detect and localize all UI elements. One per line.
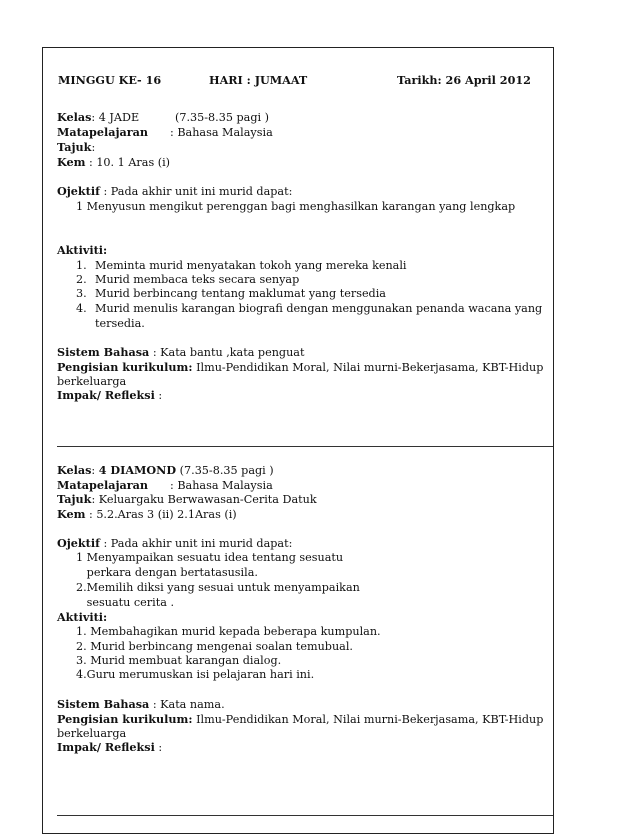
s1-akt-text-4-cont: tersedia.	[95, 317, 145, 330]
s1-pengisian	[57, 360, 543, 375]
tarikh-label: Tarikh: 26 April 2012	[397, 73, 531, 87]
s2-mp-label: Matapelajaran	[57, 478, 149, 492]
s2-impak	[57, 740, 162, 755]
s1-kem-label: Kem	[57, 155, 86, 169]
s2-obj-value: : Pada akhir unit ini murid dapat:	[99, 537, 293, 550]
s2-ir-label: Impak/ Refleksi	[57, 740, 155, 754]
s1-kem	[57, 155, 170, 170]
bottom-divider	[57, 815, 553, 816]
s2-akt-3: 3. Murid membuat karangan dialog.	[76, 654, 282, 667]
s2-kem	[57, 507, 237, 522]
s2-objektif	[57, 536, 292, 551]
s2-obj-line-1: 1 Menyampaikan sesuatu idea tentang sesuatu	[76, 551, 344, 564]
s1-akt-num-1: 1.	[76, 259, 87, 272]
s1-mp-label: Matapelajaran	[57, 125, 149, 139]
s1-kelas	[57, 110, 139, 125]
s2-obj-line-3: 2.Memilih diksi yang sesuai untuk menyampaikan	[76, 581, 360, 594]
s2-kelas-name: 4 DIAMOND	[98, 463, 177, 477]
s2-sb-label: Sistem Bahasa	[57, 697, 150, 711]
s1-kem-value: : 10. 1 Aras (i)	[85, 156, 171, 169]
s1-akt-num-4: 4.	[76, 302, 87, 315]
s1-akt-text-1: Meminta murid menyatakan tokoh yang mereka kenali	[95, 259, 407, 272]
s2-obj-line-2: perkara dengan bertatasusila.	[76, 566, 258, 579]
s1-obj-line1: 1 Menyusun mengikut perenggan bagi menghasilkan karangan yang lengkap	[76, 200, 516, 213]
s1-impak	[57, 388, 162, 403]
s1-sb-value: : Kata bantu ,kata penguat	[149, 346, 305, 359]
s1-obj-label: Ojektif	[57, 184, 100, 198]
s1-akt-num-2: 2.	[76, 273, 87, 286]
s2-akt-1: 1. Membahagikan murid kepada beberapa kumpulan.	[76, 625, 381, 638]
s2-tajuk-value: : Keluargaku Berwawasan-Cerita Datuk	[91, 493, 317, 506]
s2-ir-value: :	[154, 741, 163, 754]
s2-kem-label: Kem	[57, 507, 86, 521]
s2-pengisian	[57, 712, 543, 727]
s1-aktiviti-label: Aktiviti:	[57, 243, 108, 257]
section-divider	[57, 446, 553, 447]
s1-akt-text-3: Murid berbincang tentang maklumat yang tersedia	[95, 287, 386, 300]
hari-label: HARI : JUMAAT	[209, 73, 308, 87]
s1-ir-label: Impak/ Refleksi	[57, 388, 155, 402]
s2-tajuk	[57, 492, 317, 507]
s2-akt-2: 2. Murid berbincang mengenai soalan temubual.	[76, 640, 353, 653]
s2-kem-value: : 5.2.Aras 3 (ii) 2.1Aras (i)	[85, 508, 237, 521]
minggu-label: MINGGU KE- 16	[58, 73, 162, 87]
s1-kelas-value: : 4 JADE	[91, 111, 140, 124]
s1-tajuk	[57, 140, 95, 155]
s1-tajuk-value: :	[91, 141, 96, 154]
s1-pk-value: Ilmu-Pendidikan Moral, Nilai murni-Bekerjasama, KBT-Hidup	[192, 361, 544, 374]
s2-pk-label: Pengisian kurikulum:	[57, 712, 193, 726]
s2-obj-line-4: sesuatu cerita .	[76, 596, 174, 609]
s1-objektif	[57, 184, 292, 199]
s2-kelas-label: Kelas	[57, 463, 92, 477]
s2-akt-4: 4.Guru merumuskan isi pelajaran hari ini.	[76, 668, 315, 681]
s1-akt-text-4: Murid menulis karangan biografi dengan menggunakan penanda wacana yang	[95, 302, 543, 315]
s1-mp-value: : Bahasa Malaysia	[170, 126, 273, 139]
s1-pk-label: Pengisian kurikulum:	[57, 360, 193, 374]
s2-kelas-value: :	[91, 464, 99, 477]
s1-sistem-bahasa	[57, 345, 304, 360]
s2-obj-label: Ojektif	[57, 536, 100, 550]
s2-tajuk-label: Tajuk	[57, 492, 92, 506]
s2-pk-value: Ilmu-Pendidikan Moral, Nilai murni-Bekerjasama, KBT-Hidup	[192, 713, 544, 726]
s2-aktiviti-label: Aktiviti:	[57, 610, 108, 624]
s1-ir-value: :	[154, 389, 163, 402]
s1-pk-cont: berkeluarga	[57, 375, 127, 388]
s2-kelas-time: (7.35-8.35 pagi )	[176, 464, 274, 477]
s1-kelas-label: Kelas	[57, 110, 92, 124]
s2-kelas	[57, 463, 274, 478]
s1-akt-text-2: Murid membaca teks secara senyap	[95, 273, 300, 286]
s2-sb-value: : Kata nama.	[149, 698, 225, 711]
s1-sb-label: Sistem Bahasa	[57, 345, 150, 359]
s2-mp-value: : Bahasa Malaysia	[170, 479, 273, 492]
s1-tajuk-label: Tajuk	[57, 140, 92, 154]
s2-pk-cont: berkeluarga	[57, 727, 127, 740]
s1-kelas-time: (7.35-8.35 pagi )	[175, 111, 270, 124]
s1-akt-num-3: 3.	[76, 287, 87, 300]
s2-sistem-bahasa	[57, 697, 225, 712]
s1-obj-value: : Pada akhir unit ini murid dapat:	[99, 185, 293, 198]
